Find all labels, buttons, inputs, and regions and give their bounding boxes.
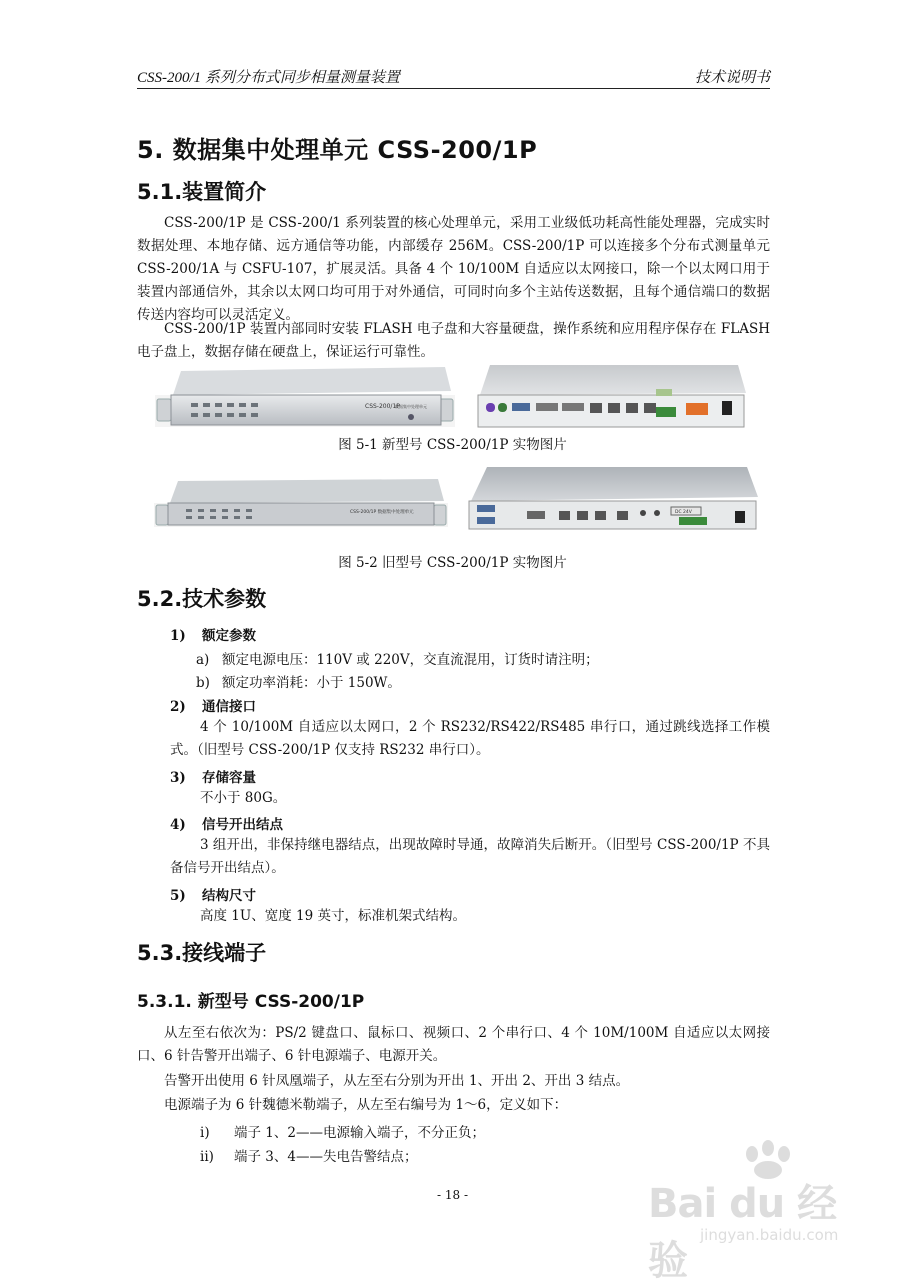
running-header bbox=[137, 66, 770, 89]
terminal-list-item-2-number: ii) bbox=[200, 1149, 214, 1165]
new-model-rear-photo bbox=[476, 365, 746, 428]
new-model-front-photo bbox=[155, 365, 455, 427]
watermark-brand: Bai du 经验 bbox=[648, 1181, 837, 1284]
rated-power-number: b) bbox=[196, 675, 210, 691]
section-5-1-heading: 5.1.装置简介 bbox=[137, 180, 267, 204]
page-number: - 18 - bbox=[436, 1188, 468, 1202]
terminal-list-item-2-text: 端子 3、4——失电告警结点； bbox=[234, 1149, 418, 1165]
section-5-heading: 5. 数据集中处理单元 CSS-200/1P bbox=[137, 136, 538, 164]
param-item-5-number: 5) bbox=[170, 888, 186, 904]
header-right-title: 技术说明书 bbox=[694, 70, 770, 86]
figure-5-1-caption: 图 5-1 新型号 CSS-200/1P 实物图片 bbox=[338, 437, 567, 453]
terminal-list-item-1-number: i) bbox=[200, 1125, 210, 1141]
param-item-1-title: 额定参数 bbox=[202, 628, 256, 644]
rated-voltage-text: 额定电源电压：110V 或 220V，交直流混用，订货时请注明； bbox=[222, 652, 599, 668]
section-5-2-heading: 5.2.技术参数 bbox=[137, 587, 267, 611]
terminal-paragraph-1: 从左至右依次为：PS/2 键盘口、鼠标口、视频口、2 个串行口、4 个 10M/100M 自适应以太网接口、6 针告警开出端子、6 针电源端子、电源开关。 bbox=[137, 1025, 770, 1064]
param-item-3 bbox=[170, 766, 256, 786]
watermark-url: jingyan.baidu.com bbox=[700, 1226, 839, 1244]
rated-voltage bbox=[196, 648, 599, 668]
rated-voltage-number: a) bbox=[196, 652, 210, 668]
new-front-model-label: CSS-200/1P bbox=[365, 403, 400, 410]
param-item-2-number: 2) bbox=[170, 699, 186, 715]
signal-output-body: 3 组开出，非保持继电器结点，出现故障时导通，故障消失后断开。（旧型号 CSS-200/1P 不具备信号开出结点）。 bbox=[170, 837, 770, 876]
param-item-4-title: 信号开出结点 bbox=[202, 817, 283, 833]
param-item-2 bbox=[170, 695, 256, 715]
structure-size-body: 高度 1U、宽度 19 英寸，标准机架式结构。 bbox=[200, 908, 467, 924]
old-model-rear-photo bbox=[467, 467, 758, 530]
param-item-5-title: 结构尺寸 bbox=[202, 888, 256, 904]
storage-body: 不小于 80G。 bbox=[200, 790, 287, 806]
param-item-5 bbox=[170, 884, 256, 904]
old-model-front-photo bbox=[154, 479, 448, 529]
rated-power-text: 额定功率消耗：小于 150W。 bbox=[222, 675, 401, 691]
section-5-3-heading: 5.3.接线端子 bbox=[137, 941, 267, 965]
comm-interface-body: 4 个 10/100M 自适应以太网口，2 个 RS232/RS422/RS485 串行口，通过跳线选择工作模式。（旧型号 CSS-200/1P 仅支持 RS232 串行口）。 bbox=[170, 719, 770, 758]
param-item-3-number: 3) bbox=[170, 770, 186, 786]
section-5-3-1-heading: 5.3.1. 新型号 CSS-200/1P bbox=[137, 992, 365, 1012]
old-front-label: CSS-200/1P 数据集中处理单元 bbox=[350, 510, 414, 515]
baidu-watermark bbox=[640, 1140, 870, 1284]
intro-paragraph-1: CSS-200/1P 是 CSS-200/1 系列装置的核心处理单元，采用工业级低功耗高性能处理器，完成实时数据处理、本地存储、远方通信等功能，内部缓存 256M。CSS-200/1P 可以连接多个分布式测量单元 CSS-200/1A 与 CSFU-107，扩展灵活。具备 4 个 10/100M 自适应以太网接口，除一个以太网口用于装置内部通信外，其余以太网口均可用于对外通信，可同时向多个主站传送数据，且每个通信端口的数据传送内容均可以灵活定义。 bbox=[137, 215, 770, 323]
param-item-1 bbox=[170, 624, 256, 644]
param-item-2-title: 通信接口 bbox=[202, 699, 256, 715]
old-rear-dc-label: DC 24V bbox=[675, 510, 692, 515]
rated-power bbox=[196, 671, 401, 691]
terminal-list-item-1 bbox=[200, 1121, 485, 1141]
terminal-paragraph-2: 告警开出使用 6 针凤凰端子，从左至右分别为开出 1、开出 2、开出 3 结点。 bbox=[164, 1073, 630, 1089]
figure-5-2-caption: 图 5-2 旧型号 CSS-200/1P 实物图片 bbox=[338, 555, 567, 571]
param-item-4 bbox=[170, 813, 283, 833]
terminal-list-item-1-text: 端子 1、2——电源输入端子，不分正负； bbox=[234, 1125, 485, 1141]
param-item-4-number: 4) bbox=[170, 817, 186, 833]
terminal-paragraph-3: 电源端子为 6 针魏德米勒端子，从左至右编号为 1～6，定义如下： bbox=[164, 1097, 568, 1113]
param-item-3-title: 存储容量 bbox=[202, 770, 256, 786]
new-front-unit-label: 数据集中处理单元 bbox=[395, 404, 427, 409]
terminal-list-item-2 bbox=[200, 1145, 417, 1165]
intro-paragraph-2: CSS-200/1P 装置内部同时安装 FLASH 电子盘和大容量硬盘，操作系统和应用程序保存在 FLASH 电子盘上，数据存储在硬盘上，保证运行可靠性。 bbox=[137, 321, 770, 360]
param-item-1-number: 1) bbox=[170, 628, 186, 644]
header-left-title: CSS-200/1 系列分布式同步相量测量装置 bbox=[137, 70, 400, 86]
